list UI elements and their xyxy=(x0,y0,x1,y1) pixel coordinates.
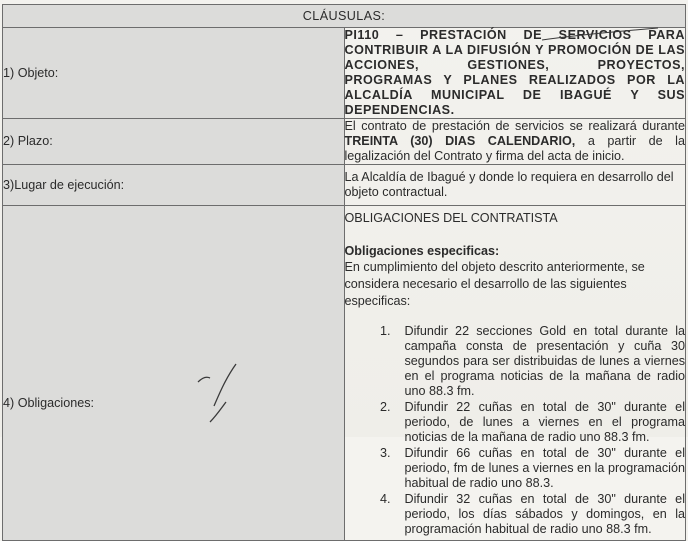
item-number: 2. xyxy=(379,400,391,414)
plazo-text-before: El contrato de prestación de servicios se realizará durante xyxy=(344,119,685,133)
objeto-label: 1) Objeto: xyxy=(3,28,345,119)
obligaciones-subtitle: Obligaciones especificas: xyxy=(344,244,500,258)
plazo-label: 2) Plazo: xyxy=(3,119,345,165)
item-number: 4. xyxy=(379,492,391,506)
item-text: Difundir 22 cuñas en total de 30" durante el periodo, de lunes a viernes en el programa noticias de la mañana de radio uno 88.3 fm. xyxy=(404,400,685,444)
item-text: Difundir 32 cuñas en total de 30" durante el periodo, los días sábados y domingos, en la programación habitual de radio uno 88.3 fm. xyxy=(404,492,685,536)
obligaciones-title: OBLIGACIONES DEL CONTRATISTA xyxy=(344,211,558,225)
clauses-header-row xyxy=(3,5,686,28)
clauses-title: CLÁUSULAS: xyxy=(3,5,686,28)
obligaciones-label: 4) Obligaciones: xyxy=(3,206,345,541)
plazo-value xyxy=(344,119,686,165)
item-text: Difundir 22 secciones Gold en total durante la campaña consta de presentación y cuña 30 segundos para ser distribuidas de lunes a viernes en el programa noticias de la mañana de radio uno 88.3 fm. xyxy=(404,324,685,398)
item-number: 3. xyxy=(379,446,391,460)
clauses-table xyxy=(2,4,686,541)
plazo-text-after: a partir de la legalización del Contrato y firma del acta de inicio. xyxy=(344,134,685,163)
row-plazo xyxy=(3,119,686,165)
objeto-value: PI110 – PRESTACIÓN DE SERVICIOS PARA CONTRIBUIR A LA DIFUSIÓN Y PROMOCIÓN DE LAS ACCIONES, GESTIONES, PROYECTOS, PROGRAMAS Y PLANES REALIZADOS POR LA ALCALDÍA MUNICIPAL DE IBAGUÉ Y SUS DEPENDENCIAS. xyxy=(344,28,685,117)
plazo-duration: TREINTA (30) DIAS CALENDARIO, xyxy=(344,134,576,148)
obligaciones-value xyxy=(344,206,686,541)
row-objeto xyxy=(3,28,686,119)
obligaciones-intro: En cumplimiento del objeto descrito anteriormente, se considera necesario el desarrollo de las siguientes especificas: xyxy=(344,260,645,308)
list-item xyxy=(345,492,686,537)
list-item xyxy=(345,400,686,445)
row-obligaciones xyxy=(3,206,686,541)
list-item xyxy=(345,324,686,399)
row-lugar xyxy=(3,165,686,206)
lugar-label: 3)Lugar de ejecución: xyxy=(3,165,345,206)
obligaciones-list xyxy=(345,324,686,537)
list-item xyxy=(345,446,686,491)
item-text: Difundir 66 cuñas en total de 30" durante el periodo, fm de lunes a viernes en la programación habitual de radio uno 88.3. xyxy=(404,446,685,490)
lugar-value: La Alcaldía de Ibagué y donde lo requiera en desarrollo del objeto contractual. xyxy=(344,165,686,206)
item-number: 1. xyxy=(379,324,391,338)
